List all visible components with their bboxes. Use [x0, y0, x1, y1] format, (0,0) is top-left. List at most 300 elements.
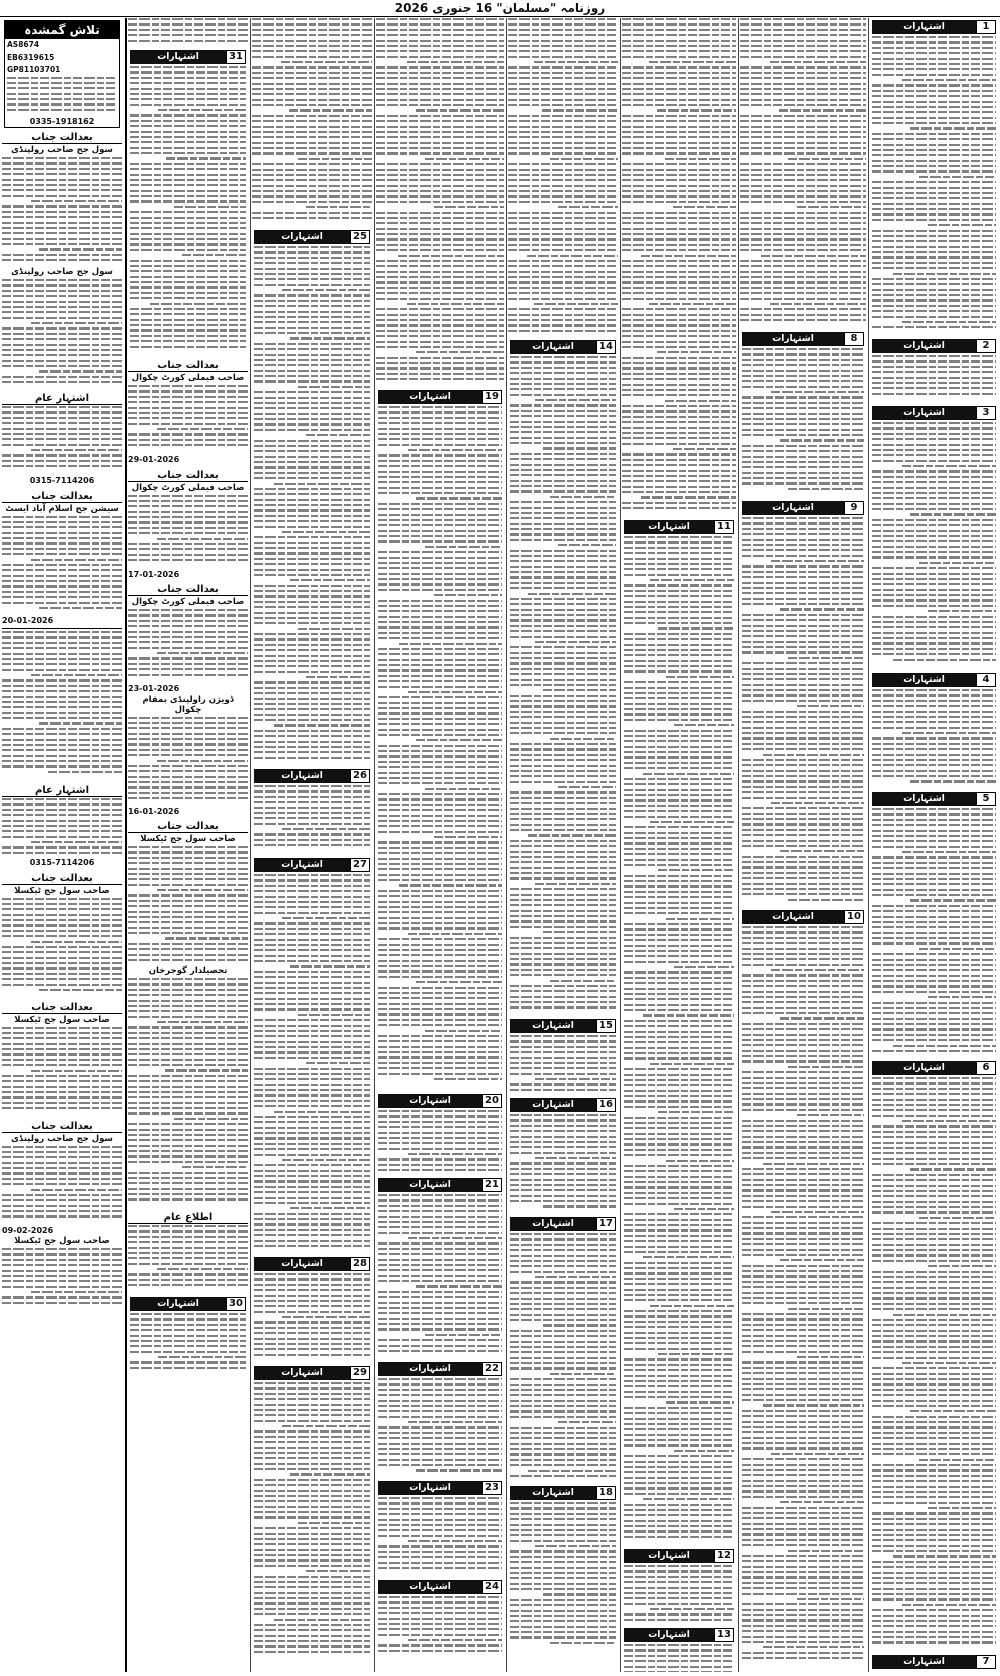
text-line — [510, 1464, 616, 1466]
text-line — [649, 61, 736, 63]
notice-number: 22 — [482, 1362, 502, 1376]
text-line — [510, 356, 616, 358]
text-line — [624, 842, 734, 844]
text-line — [624, 988, 734, 990]
text-line — [378, 911, 502, 913]
text-line — [2, 814, 122, 816]
text-line — [254, 542, 370, 544]
text-line — [378, 1443, 502, 1445]
text-line — [510, 501, 616, 503]
text-line — [39, 989, 122, 991]
text-line — [408, 1540, 502, 1542]
text-line — [378, 1291, 502, 1293]
contact-phone: 0315-7114206 — [29, 476, 95, 485]
text-line — [508, 212, 618, 214]
text-line — [624, 1031, 734, 1033]
text-line — [378, 659, 502, 661]
text-line — [770, 303, 866, 305]
notice-text — [2, 406, 122, 476]
text-line — [378, 1464, 502, 1466]
text-line — [378, 406, 502, 408]
text-line — [7, 98, 117, 100]
text-line — [508, 260, 618, 262]
text-line — [378, 1644, 502, 1646]
text-line — [624, 1068, 734, 1070]
text-line — [872, 1104, 996, 1106]
text-line — [510, 1281, 616, 1283]
text-line — [510, 1572, 616, 1574]
column-divider — [738, 18, 739, 1672]
text-line — [510, 1583, 616, 1585]
text-line — [534, 61, 618, 63]
text-line — [254, 960, 370, 962]
text-line — [128, 439, 248, 441]
text-line — [535, 641, 616, 643]
text-line — [378, 1067, 502, 1069]
text-line — [378, 557, 502, 559]
text-line — [622, 169, 736, 171]
text-line — [2, 1032, 122, 1034]
text-line — [624, 1084, 734, 1086]
text-line — [872, 953, 996, 955]
text-line — [510, 802, 616, 804]
notice-text — [742, 348, 864, 498]
text-line — [622, 83, 736, 85]
text-line — [254, 1175, 370, 1177]
text-line — [535, 1545, 616, 1547]
court-heading: بعدالت جناب — [2, 873, 122, 885]
text-line — [665, 158, 736, 160]
text-line — [128, 1053, 248, 1055]
text-line — [2, 962, 122, 964]
text-line — [376, 163, 504, 165]
text-line — [2, 749, 122, 751]
text-line — [510, 743, 616, 745]
text-line — [919, 948, 996, 950]
court-heading: بعدالت جناب — [128, 360, 248, 372]
text-line — [650, 821, 734, 823]
text-line — [872, 393, 996, 395]
text-line — [872, 1582, 996, 1584]
text-line — [742, 1001, 864, 1003]
text-line — [2, 1248, 122, 1250]
text-line — [378, 1529, 502, 1531]
text-line — [763, 754, 864, 756]
text-line — [128, 989, 248, 991]
text-line — [252, 179, 372, 181]
text-line — [2, 411, 122, 413]
notice-text — [872, 36, 996, 336]
text-line — [2, 1205, 122, 1207]
text-line — [510, 474, 616, 476]
text-line — [508, 233, 618, 235]
text-line — [742, 743, 864, 745]
text-line — [872, 975, 996, 977]
text-line — [510, 894, 616, 896]
text-line — [510, 1141, 616, 1143]
text-line — [624, 1229, 734, 1231]
text-line — [378, 1302, 502, 1304]
text-line — [2, 553, 122, 555]
text-line — [510, 1513, 616, 1515]
text-line — [535, 1157, 616, 1159]
notice-text — [128, 385, 248, 455]
text-line — [624, 1041, 734, 1043]
text-line — [128, 738, 248, 740]
text-line — [872, 68, 996, 70]
text-line — [128, 620, 248, 622]
text-line — [624, 1530, 734, 1532]
text-line — [128, 663, 248, 665]
text-line — [742, 829, 864, 831]
text-line — [254, 1387, 370, 1389]
notice-text — [2, 1248, 122, 1308]
text-line — [742, 937, 864, 939]
text-line — [742, 721, 864, 723]
text-line — [378, 535, 502, 537]
text-line — [872, 905, 996, 907]
text-line — [2, 690, 122, 692]
text-line — [378, 970, 502, 972]
text-line — [378, 428, 502, 430]
text-line — [742, 1383, 864, 1385]
text-line — [622, 56, 736, 58]
text-line — [742, 834, 864, 836]
text-line — [128, 1155, 248, 1157]
notice-label: اشتہارات — [510, 1217, 596, 1231]
text-line — [771, 802, 864, 804]
text-line — [624, 1581, 734, 1583]
text-line — [510, 464, 616, 466]
text-line — [872, 41, 996, 43]
text-line — [624, 719, 734, 721]
text-line — [872, 138, 996, 140]
text-line — [622, 195, 736, 197]
text-line — [254, 665, 370, 667]
text-line — [39, 248, 122, 250]
text-line — [740, 228, 866, 230]
text-line — [254, 1479, 370, 1481]
text-line — [254, 413, 370, 415]
text-line — [622, 421, 736, 423]
text-line — [254, 844, 370, 846]
text-line — [624, 977, 734, 979]
text-line — [742, 1173, 864, 1175]
text-line — [130, 249, 246, 251]
text-line — [254, 1245, 370, 1247]
notice-text — [130, 1313, 246, 1373]
text-line — [624, 1493, 734, 1495]
text-line — [742, 711, 864, 713]
court-subheading: سول جج صاحب رولپنڈی — [11, 1133, 113, 1144]
text-line — [510, 1416, 616, 1418]
text-line — [510, 748, 616, 750]
text-line — [740, 34, 866, 36]
text-line — [510, 614, 616, 616]
text-line — [641, 255, 736, 257]
text-line — [254, 933, 370, 935]
text-line — [742, 1044, 864, 1046]
text-line — [872, 1373, 996, 1375]
text-line — [742, 445, 864, 447]
text-line — [510, 1255, 616, 1257]
text-line — [376, 373, 504, 375]
text-line — [742, 1103, 864, 1105]
text-line — [2, 765, 122, 767]
text-line — [254, 879, 370, 881]
text-line — [254, 1078, 370, 1080]
notice-item — [378, 1178, 502, 1359]
text-line — [510, 1615, 616, 1617]
text-line — [376, 298, 504, 300]
text-line — [2, 195, 122, 197]
column-divider — [506, 18, 507, 1672]
text-line — [624, 660, 734, 662]
text-line — [2, 238, 122, 240]
text-line — [624, 896, 734, 898]
text-line — [510, 426, 616, 428]
text-line — [254, 1197, 370, 1199]
text-line — [742, 845, 864, 847]
text-line — [872, 1405, 996, 1407]
text-line — [157, 1268, 248, 1270]
text-line — [130, 163, 246, 165]
text-line — [624, 1310, 734, 1312]
text-line — [128, 749, 248, 751]
text-line — [872, 1545, 996, 1547]
text-line — [624, 875, 734, 877]
text-line — [378, 422, 502, 424]
text-line — [510, 372, 616, 374]
text-line — [510, 490, 616, 492]
text-line — [872, 481, 996, 483]
text-line — [378, 1508, 502, 1510]
notice-item — [742, 332, 864, 498]
notice-number: 3 — [976, 406, 996, 420]
notice-label: اشتہارات — [130, 1297, 226, 1311]
notice-text — [2, 279, 122, 389]
text-line — [624, 923, 734, 925]
text-line — [872, 916, 996, 918]
text-line — [510, 469, 616, 471]
text-line — [378, 1008, 502, 1010]
text-line — [128, 1064, 248, 1066]
text-line — [510, 1453, 616, 1455]
text-line — [128, 412, 248, 414]
text-line — [378, 723, 502, 725]
text-line — [306, 1062, 370, 1064]
text-line — [624, 1380, 734, 1382]
text-line — [130, 98, 246, 100]
text-line — [624, 595, 734, 597]
text-line — [130, 233, 246, 235]
text-line — [742, 1367, 864, 1369]
text-line — [872, 1254, 996, 1256]
text-line — [510, 1195, 616, 1197]
text-line — [740, 217, 866, 219]
text-line — [872, 503, 996, 505]
text-line — [254, 617, 370, 619]
text-line — [872, 942, 996, 944]
text-line — [128, 1139, 248, 1141]
text-line — [673, 206, 736, 208]
text-line — [919, 1459, 996, 1461]
notice-item — [254, 769, 370, 855]
text-line — [510, 1400, 616, 1402]
text-line — [622, 389, 736, 391]
text-line — [298, 158, 372, 160]
text-line — [510, 662, 616, 664]
court-subheading: صاحب فیملی کورٹ چکوال — [131, 373, 245, 383]
text-line — [622, 34, 736, 36]
text-line — [2, 1194, 122, 1196]
text-line — [2, 798, 122, 800]
text-line — [624, 670, 734, 672]
text-line — [872, 262, 996, 264]
text-line — [378, 906, 502, 908]
text-line — [872, 438, 996, 440]
text-line — [2, 279, 122, 281]
text-line — [378, 1623, 502, 1625]
text-line — [872, 1491, 996, 1493]
text-line — [254, 1311, 370, 1313]
text-line — [252, 147, 372, 149]
text-line — [872, 551, 996, 553]
text-line — [378, 514, 502, 516]
notice-text — [128, 495, 248, 570]
text-line — [872, 305, 996, 307]
text-line — [624, 1337, 734, 1339]
text-line — [254, 1041, 370, 1043]
text-line — [281, 61, 372, 63]
text-line — [254, 273, 370, 275]
notice-text — [510, 1114, 616, 1214]
text-line — [378, 1556, 502, 1558]
text-line — [872, 310, 996, 312]
text-line — [128, 948, 248, 950]
text-line — [872, 926, 996, 928]
text-line — [872, 492, 996, 494]
text-line — [306, 1570, 370, 1572]
text-line — [771, 1211, 864, 1213]
text-line — [2, 259, 122, 261]
text-line — [742, 737, 864, 739]
text-line — [425, 546, 502, 548]
text-line — [128, 776, 248, 778]
text-line — [2, 173, 122, 175]
text-line — [622, 443, 736, 445]
text-line — [534, 303, 618, 305]
text-line — [872, 1244, 996, 1246]
text-line — [376, 357, 504, 359]
text-line — [378, 1350, 502, 1352]
text-line — [130, 217, 246, 219]
text-line — [622, 238, 736, 240]
text-line — [872, 824, 996, 826]
text-line — [254, 971, 370, 973]
text-line — [624, 934, 734, 936]
text-line — [872, 727, 996, 729]
text-line — [254, 585, 370, 587]
text-line — [254, 1223, 370, 1225]
text-line — [508, 201, 618, 203]
text-line — [872, 1050, 996, 1052]
text-line — [376, 169, 504, 171]
text-line — [510, 1062, 616, 1064]
text-line — [872, 594, 996, 596]
text-line — [130, 308, 246, 310]
text-line — [510, 1636, 616, 1638]
text-line — [872, 1233, 996, 1235]
text-line — [510, 431, 616, 433]
text-line — [254, 1213, 370, 1215]
text-line — [2, 542, 122, 544]
text-line — [872, 840, 996, 842]
text-line — [510, 716, 616, 718]
text-line — [2, 537, 122, 539]
text-line — [872, 1099, 996, 1101]
text-line — [376, 50, 504, 52]
text-line — [510, 1556, 616, 1558]
text-line — [128, 1145, 248, 1147]
text-line — [254, 488, 370, 490]
text-line — [624, 1143, 734, 1145]
text-line — [254, 649, 370, 651]
missing-notice-box — [4, 20, 120, 128]
text-line — [872, 764, 996, 766]
text-line — [252, 120, 372, 122]
text-line — [252, 115, 372, 117]
text-line — [254, 638, 370, 640]
text-line — [130, 104, 246, 106]
text-line — [378, 1410, 502, 1412]
text-line — [624, 998, 734, 1000]
text-line — [254, 391, 370, 393]
text-line — [742, 375, 864, 377]
text-line — [872, 197, 996, 199]
text-line — [7, 109, 117, 111]
text-line — [128, 1010, 248, 1012]
text-line — [740, 190, 866, 192]
text-line — [282, 1425, 370, 1427]
text-line — [128, 846, 248, 848]
text-line — [742, 582, 864, 584]
text-line — [510, 679, 616, 681]
text-line — [254, 1651, 370, 1653]
text-line — [624, 638, 734, 640]
text-line — [508, 287, 618, 289]
text-line — [2, 836, 122, 838]
hearing-date: 23-01-2026 — [128, 684, 180, 693]
text-line — [508, 152, 618, 154]
text-line — [31, 674, 122, 676]
text-line — [872, 1335, 996, 1337]
text-line — [742, 1421, 864, 1423]
text-line — [624, 568, 734, 570]
text-line — [130, 340, 246, 342]
notice-number: 28 — [350, 1257, 370, 1271]
text-line — [510, 1550, 616, 1552]
text-line — [2, 184, 122, 186]
text-line — [128, 868, 248, 870]
text-line — [543, 447, 616, 449]
text-line — [643, 1014, 734, 1016]
text-line — [788, 158, 866, 160]
text-line — [872, 154, 996, 156]
text-line — [254, 1327, 370, 1329]
text-line — [742, 840, 864, 842]
text-line — [872, 246, 996, 248]
